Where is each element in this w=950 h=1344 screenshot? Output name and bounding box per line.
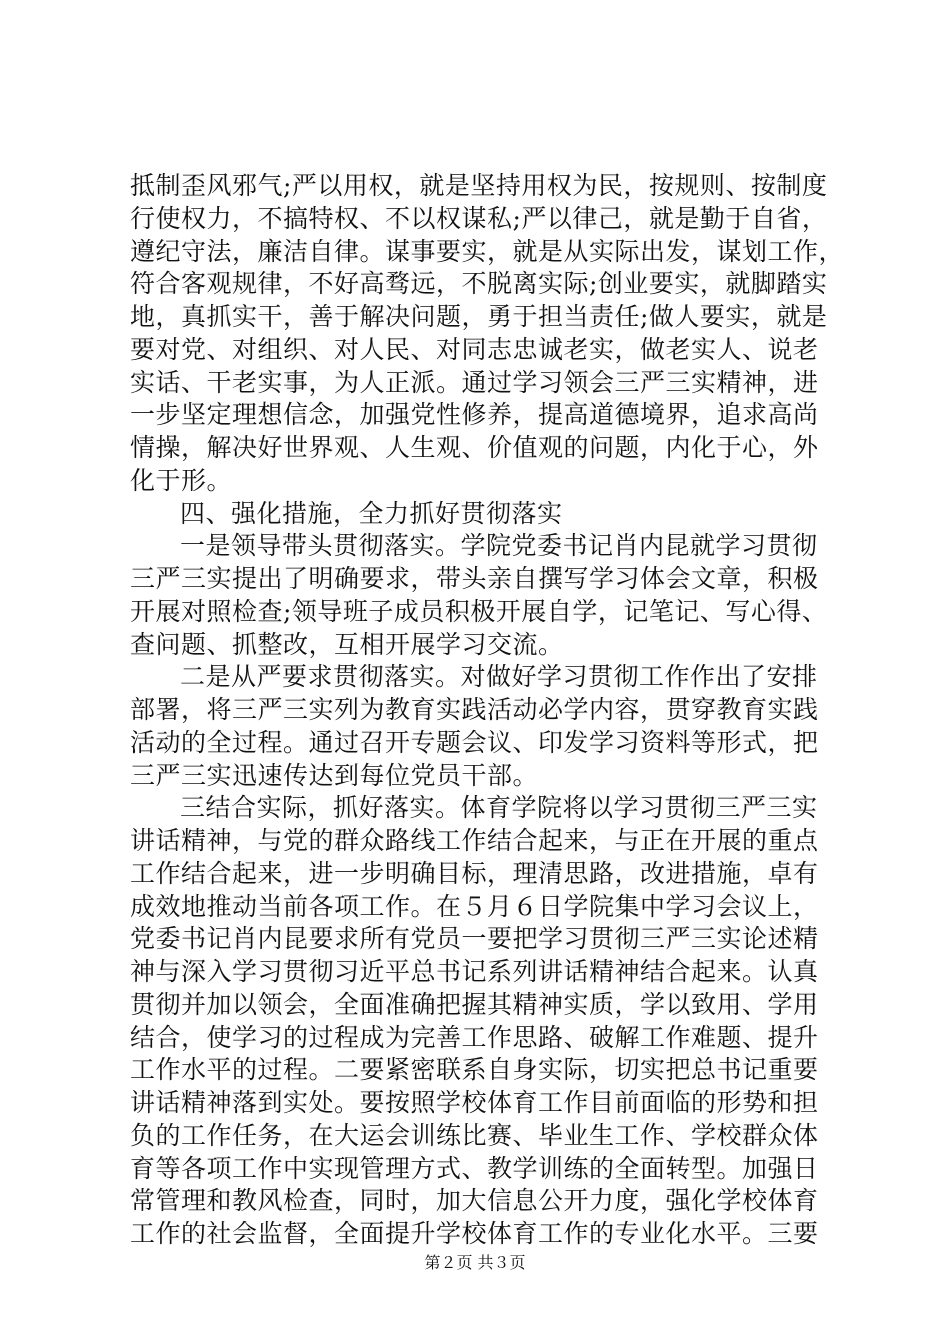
text-line: 化于形。 — [130, 465, 233, 495]
text-line: 贯彻并加以领会，全面准确把握其精神实质，学以致用、学用 — [130, 989, 819, 1019]
text-line: 讲话精神，与党的群众路线工作结合起来，与正在开展的重点 — [130, 826, 819, 855]
text-line: 二是从严要求贯彻落实。对做好学习贯彻工作作出了安排 — [180, 662, 818, 692]
text-line: 行使权力，不搞特权、不以权谋私;严以律己，就是勤于自省， — [130, 203, 828, 233]
text-line: 结合，使学习的过程成为完善工作思路、破解工作难题、提升 — [130, 1022, 819, 1052]
text-line: 三严三实提出了明确要求，带头亲自撰写学习体会文章，积极 — [130, 564, 819, 593]
text-line: 工作的社会监督，全面提升学校体育工作的专业化水平。三要 — [130, 1219, 819, 1248]
text-line: 开展对照检查;领导班子成员积极开展自学，记笔记、写心得、 — [130, 596, 828, 626]
text-line: 工作结合起来，进一步明确目标，理清思路，改进措施，卓有 — [130, 858, 819, 888]
text-line: 地，真抓实干，善于解决问题，勇于担当责任;做人要实，就是 — [130, 302, 828, 331]
text-line: 讲话精神落到实处。要按照学校体育工作目前面临的形势和担 — [130, 1088, 819, 1117]
text-line: 育等各项工作中实现管理方式、教学训练的全面转型。加强日 — [130, 1153, 819, 1183]
text-line: 成效地推动当前各项工作。在５月６日学院集中学习会议上， — [130, 891, 819, 921]
text-line: 要对党、对组织、对人民、对同志忠诚老实，做老实人、说老 — [130, 334, 819, 364]
text-line: 四、强化措施，全力抓好贯彻落实 — [180, 498, 563, 528]
text-line: 实话、干老实事，为人正派。通过学习领会三严三实精神，进 — [130, 367, 819, 397]
text-line: 抵制歪风邪气;严以用权，就是坚持用权为民，按规则、按制度 — [130, 171, 828, 200]
text-line: 查问题、抓整改，互相开展学习交流。 — [130, 629, 564, 659]
text-line: 党委书记肖内昆要求所有党员一要把学习贯彻三严三实论述精 — [130, 924, 819, 954]
text-line: 遵纪守法，廉洁自律。谋事要实，就是从实际出发，谋划工作， — [130, 236, 845, 266]
text-line: 工作水平的过程。二要紧密联系自身实际，切实把总书记重要 — [130, 1055, 819, 1085]
text-line: 三严三实迅速传达到每位党员干部。 — [130, 760, 539, 790]
text-line: 一步坚定理想信念，加强党性修养，提高道德境界，追求高尚 — [130, 400, 819, 430]
text-line: 常管理和教风检查，同时，加大信息公开力度，强化学校体育 — [130, 1186, 819, 1216]
text-line: 负的工作任务，在大运会训练比赛、毕业生工作、学校群众体 — [130, 1120, 819, 1150]
text-line: 神与深入学习贯彻习近平总书记系列讲话精神结合起来。认真 — [130, 957, 819, 986]
text-line: 一是领导带头贯彻落实。学院党委书记肖内昆就学习贯彻 — [180, 531, 818, 561]
page-number-footer: 第２页 共３页 — [424, 1253, 526, 1272]
document-body — [130, 170, 845, 1251]
text-line: 符合客观规律，不好高骛远，不脱离实际;创业要实，就脚踏实 — [130, 269, 828, 299]
text-line: 部署，将三严三实列为教育实践活动必学内容，贯穿教育实践 — [130, 695, 819, 724]
text-line: 活动的全过程。通过召开专题会议、印发学习资料等形式，把 — [130, 727, 819, 757]
text-line: 情操，解决好世界观、人生观、价值观的问题，内化于心，外 — [130, 433, 819, 462]
text-line: 三结合实际，抓好落实。体育学院将以学习贯彻三严三实 — [180, 793, 818, 823]
